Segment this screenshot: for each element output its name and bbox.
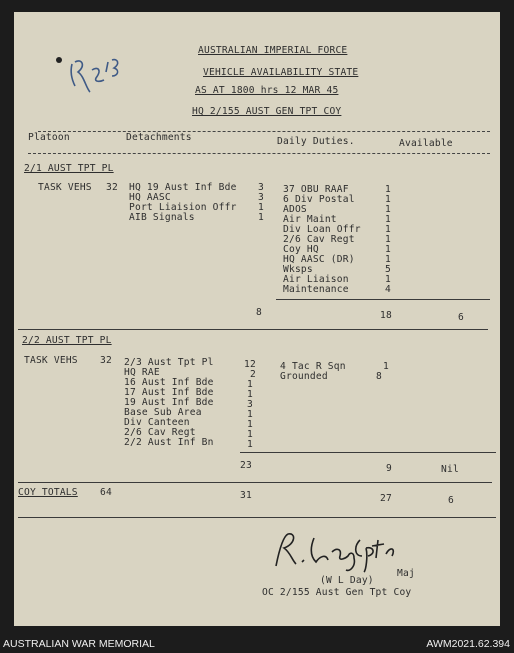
- duty-name: 2/6 Cav Regt: [283, 234, 355, 245]
- duty-count: 1: [385, 224, 391, 235]
- footer-accession-number: AWM2021.62.394: [426, 638, 510, 650]
- detachment-name: 17 Aust Inf Bde: [124, 387, 214, 398]
- detachment-count: 12: [244, 359, 256, 370]
- duty-name: Div Loan Offr: [283, 224, 361, 235]
- coy-totals-available: 6: [448, 495, 454, 506]
- section2-end-rule: [18, 482, 492, 483]
- detachment-count: 1: [258, 212, 264, 223]
- duty-count: 1: [385, 214, 391, 225]
- footer-institution: AUSTRALIAN WAR MEMORIAL: [3, 638, 155, 650]
- duty-count: 1: [383, 361, 389, 372]
- duty-name: Maintenance: [283, 284, 349, 295]
- detachment-count: 1: [258, 202, 264, 213]
- detachment-name: HQ RAE: [124, 367, 160, 378]
- coy-totals-duties: 27: [380, 493, 392, 504]
- handwritten-signature: [270, 526, 410, 576]
- totals-end-rule: [18, 517, 496, 518]
- detachment-name: AIB Signals: [129, 212, 195, 223]
- doc-header-title: VEHICLE AVAILABILITY STATE: [203, 67, 359, 78]
- section2-subtotal-rule: [240, 452, 496, 453]
- detachment-name: HQ AASC: [129, 192, 171, 203]
- detachment-name: Div Canteen: [124, 417, 190, 428]
- section1-subtotal-rule: [276, 299, 490, 300]
- section1-end-rule: [18, 329, 488, 330]
- detachment-name: Port Liaision Offr: [129, 202, 237, 213]
- signature-name: (W L Day): [320, 575, 374, 586]
- duty-count: 4: [385, 284, 391, 295]
- duty-count: 1: [385, 254, 391, 265]
- section1-total-duties: 18: [380, 310, 392, 321]
- detachment-name: 16 Aust Inf Bde: [124, 377, 214, 388]
- coy-totals-count: 64: [100, 487, 112, 498]
- duty-name: ADOS: [283, 204, 307, 215]
- doc-header-unit: HQ 2/155 AUST GEN TPT COY: [192, 106, 342, 117]
- duty-name: Wksps: [283, 264, 313, 275]
- doc-header-org: AUSTRALIAN IMPERIAL FORCE: [198, 45, 348, 56]
- section1-total-detachments: 8: [256, 307, 262, 318]
- handwritten-reference-mark: [50, 48, 150, 98]
- section2-total-detachments: 23: [240, 460, 252, 471]
- detachment-count: 1: [247, 409, 253, 420]
- duty-count: 1: [385, 204, 391, 215]
- section1-title: 2/1 AUST TPT PL: [24, 163, 114, 174]
- detachment-count: 2: [250, 369, 256, 380]
- col-header-detachments: Detachments: [126, 132, 192, 143]
- rule-top: [38, 131, 490, 132]
- col-header-platoon: Platoon: [28, 132, 70, 143]
- rule-header: [28, 153, 490, 154]
- section2-available: Nil: [441, 464, 459, 475]
- section1-label: TASK VEHS: [38, 182, 92, 193]
- coy-totals-detachments: 31: [240, 490, 252, 501]
- duty-name: Grounded: [280, 371, 328, 382]
- detachment-name: 2/6 Cav Regt: [124, 427, 196, 438]
- section1-available: 6: [458, 312, 464, 323]
- duty-count: 1: [385, 274, 391, 285]
- duty-count: 8: [376, 371, 382, 382]
- section2-count: 32: [100, 355, 112, 366]
- duty-name: HQ AASC (DR): [283, 254, 355, 265]
- duty-count: 5: [385, 264, 391, 275]
- duty-name: 4 Tac R Sqn: [280, 361, 346, 372]
- duty-count: 1: [385, 184, 391, 195]
- detachment-count: 1: [247, 439, 253, 450]
- detachment-name: Base Sub Area: [124, 407, 202, 418]
- detachment-count: 1: [247, 419, 253, 430]
- col-header-available: Available: [399, 138, 453, 149]
- signature-rank: Maj: [397, 568, 415, 579]
- detachment-count: 1: [247, 389, 253, 400]
- document-page: [14, 12, 500, 626]
- detachment-count: 1: [247, 429, 253, 440]
- col-header-daily-duties: Daily Duties.: [277, 136, 355, 147]
- detachment-name: 2/2 Aust Inf Bn: [124, 437, 214, 448]
- section2-label: TASK VEHS: [24, 355, 78, 366]
- signature-title: OC 2/155 Aust Gen Tpt Coy: [262, 587, 412, 598]
- detachment-name: 2/3 Aust Tpt Pl: [124, 357, 214, 368]
- duty-count: 1: [385, 244, 391, 255]
- coy-totals-label: COY TOTALS: [18, 487, 78, 498]
- duty-name: 6 Div Postal: [283, 194, 355, 205]
- detachment-count: 3: [258, 182, 264, 193]
- duty-name: 37 OBU RAAF: [283, 184, 349, 195]
- section2-title: 2/2 AUST TPT PL: [22, 335, 112, 346]
- doc-header-date: AS AT 1800 hrs 12 MAR 45: [195, 85, 339, 96]
- detachment-count: 3: [258, 192, 264, 203]
- detachment-name: HQ 19 Aust Inf Bde: [129, 182, 237, 193]
- duty-count: 1: [385, 194, 391, 205]
- detachment-count: 3: [247, 399, 253, 410]
- detachment-name: 19 Aust Inf Bde: [124, 397, 214, 408]
- duty-count: 1: [385, 234, 391, 245]
- detachment-count: 1: [247, 379, 253, 390]
- section1-count: 32: [106, 182, 118, 193]
- section2-total-duties: 9: [386, 463, 392, 474]
- duty-name: Air Liaison: [283, 274, 349, 285]
- duty-name: Air Maint: [283, 214, 337, 225]
- duty-name: Coy HQ: [283, 244, 319, 255]
